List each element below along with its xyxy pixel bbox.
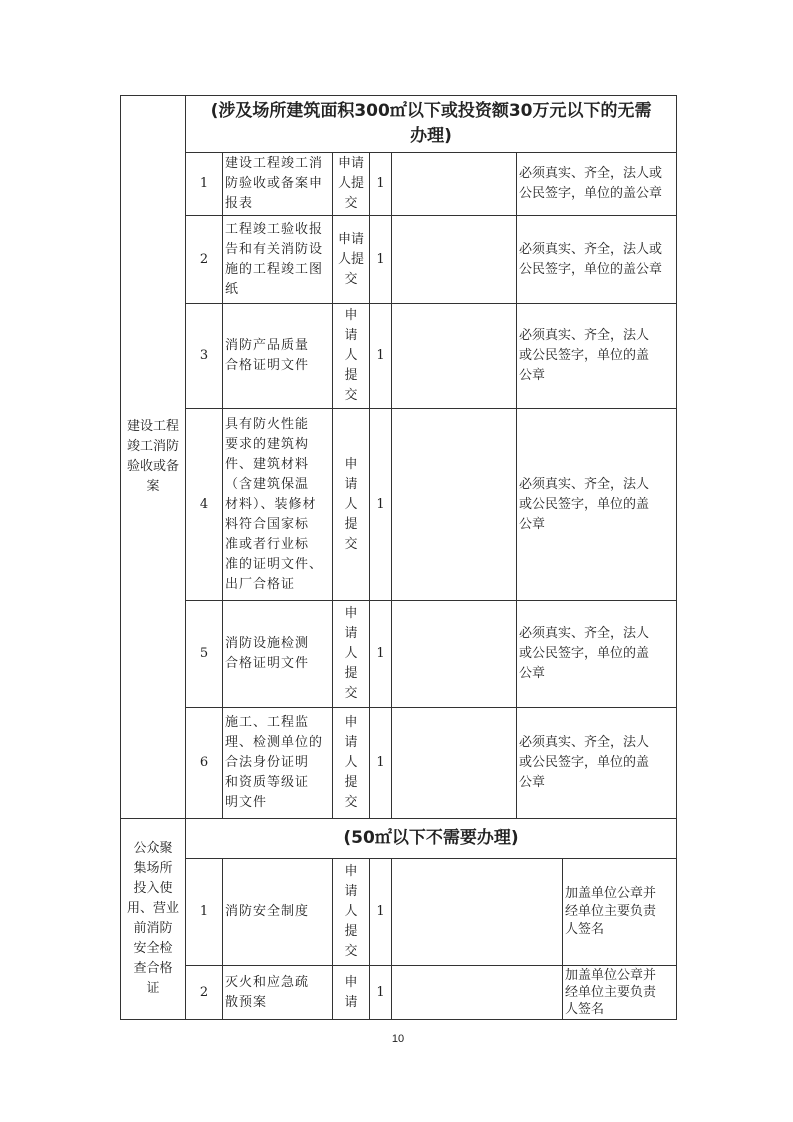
materials-table-public-venue: [120, 818, 677, 1020]
material-source: 申 请 人 提 交: [333, 304, 370, 409]
material-source: 申 请 人 提 交: [333, 601, 370, 708]
table-row: [121, 216, 677, 304]
remark: 必须真实、齐全，法人 或公民签字，单位的盖 公章: [517, 409, 677, 601]
materials-table-completion-acceptance: [120, 95, 677, 819]
row-number: 5: [186, 601, 223, 708]
copies: 1: [370, 216, 392, 304]
remark: 必须真实、齐全，法人 或公民签字，单位的盖 公章: [517, 304, 677, 409]
remark: 加盖单位公章并 经单位主要负责 人签名: [563, 859, 677, 966]
category-cell: 公众聚 集场所 投入使 用、营业 前消防 安全检 查合格 证: [121, 819, 186, 1020]
material-name: 具有防火性能 要求的建筑构 件、建筑材料 （含建筑保温 材料）、装修材 料符合国家标 准或者行业标 准的证明文件、 出厂合格证: [223, 409, 333, 601]
form-cell: [392, 708, 517, 819]
row-number: 6: [186, 708, 223, 819]
table-row: [121, 966, 677, 1020]
row-number: 2: [186, 216, 223, 304]
material-source: 申 请: [333, 966, 370, 1020]
remark: 必须真实、齐全，法人或 公民签字，单位的盖公章: [517, 153, 677, 216]
copies: 1: [370, 859, 392, 966]
table-row: [121, 153, 677, 216]
form-cell: [392, 409, 517, 601]
material-name: 建设工程竣工消 防验收或备案申 报表: [223, 153, 333, 216]
copies: 1: [370, 153, 392, 216]
material-name: 消防设施检测 合格证明文件: [223, 601, 333, 708]
row-number: 1: [186, 153, 223, 216]
form-cell: [392, 304, 517, 409]
row-number: 2: [186, 966, 223, 1020]
row-number: 4: [186, 409, 223, 601]
copies: 1: [370, 601, 392, 708]
material-source: 申 请 人 提 交: [333, 859, 370, 966]
form-cell: [392, 153, 517, 216]
material-source: 申请 人提 交: [333, 153, 370, 216]
material-name: 工程竣工验收报 告和有关消防设 施的工程竣工图 纸: [223, 216, 333, 304]
material-name: 灭火和应急疏 散预案: [223, 966, 333, 1020]
section-header: (50㎡以下不需要办理): [186, 819, 677, 859]
row-number: 3: [186, 304, 223, 409]
material-source: 申请 人提 交: [333, 216, 370, 304]
material-source: 申 请 人 提 交: [333, 708, 370, 819]
table-row: [121, 601, 677, 708]
row-number: 1: [186, 859, 223, 966]
remark: 必须真实、齐全，法人或 公民签字，单位的盖公章: [517, 216, 677, 304]
form-cell: [392, 601, 517, 708]
table-row: [121, 708, 677, 819]
copies: 1: [370, 966, 392, 1020]
category-cell: 建设工程 竣工消防 验收或备 案: [121, 96, 186, 819]
remark: 加盖单位公章并 经单位主要负责 人签名: [563, 966, 677, 1020]
table-row: [121, 304, 677, 409]
material-source: 申 请 人 提 交: [333, 409, 370, 601]
material-name: 消防安全制度: [223, 859, 333, 966]
copies: 1: [370, 304, 392, 409]
copies: 1: [370, 409, 392, 601]
page-number: 10: [391, 1033, 405, 1045]
material-name: 消防产品质量 合格证明文件: [223, 304, 333, 409]
remark: 必须真实、齐全，法人 或公民签字，单位的盖 公章: [517, 708, 677, 819]
table-row: [121, 409, 677, 601]
form-cell: [392, 966, 563, 1020]
material-name: 施工、工程监 理、检测单位的 合法身份证明 和资质等级证 明文件: [223, 708, 333, 819]
table-row: [121, 859, 677, 966]
remark: 必须真实、齐全，法人 或公民签字，单位的盖 公章: [517, 601, 677, 708]
document-body: [120, 95, 676, 1046]
form-cell: [392, 859, 563, 966]
section-header: (涉及场所建筑面积300㎡以下或投资额30万元以下的无需 办理): [186, 96, 677, 153]
copies: 1: [370, 708, 392, 819]
form-cell: [392, 216, 517, 304]
